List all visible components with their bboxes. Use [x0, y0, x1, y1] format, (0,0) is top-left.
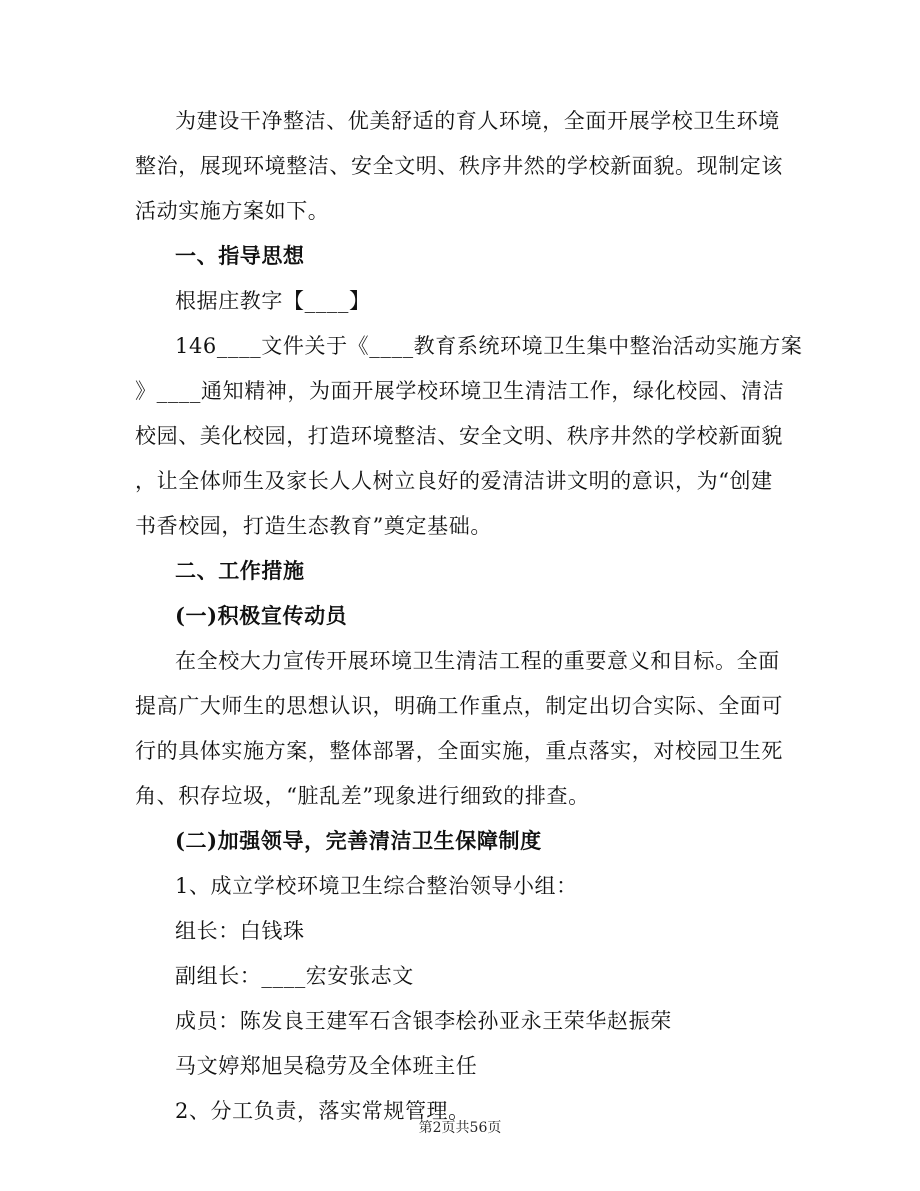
intro-line-1: 为建设干净整洁、优美舒适的育人环境，全面开展学校卫生环境 — [175, 109, 780, 133]
heading-work-measures: 二、工作措施 — [175, 558, 305, 583]
heading-guiding-thought: 一、指导思想 — [175, 243, 305, 268]
basis-para-line-1: 146____文件关于《____教育系统环境卫生集中整治活动实施方案 — [175, 334, 803, 358]
publicity-para-line-4: 角、积存垃圾，“脏乱差”现象进行细致的排查。 — [135, 784, 590, 808]
item-2: 2、分工负责，落实常规管理。 — [175, 1099, 470, 1123]
item-1: 1、成立学校环境卫生综合整治领导小组： — [175, 874, 578, 898]
basis-para-line-4: ，让全体师生及家长人人树立良好的爱清洁讲文明的意识，为“创建 — [135, 469, 773, 493]
vice-leader-line: 副组长：____宏安张志文 — [175, 964, 414, 988]
members-line-2: 马文婷郑旭吴稳劳及全体班主任 — [175, 1054, 478, 1078]
basis-para-line-2: 》____通知精神，为面开展学校环境卫生清洁工作，绿化校园、清洁 — [135, 379, 785, 403]
page-indicator: 第2页共56页 — [418, 1120, 502, 1136]
subheading-leadership: (二)加强领导，完善清洁卫生保障制度 — [175, 828, 542, 853]
publicity-para-line-3: 行的具体实施方案，整体部署，全面实施，重点落实，对校园卫生死 — [135, 739, 783, 763]
basis-para-line-5: 书香校园，打造生态教育”奠定基础。 — [135, 514, 492, 538]
publicity-para-line-2: 提高广大师生的思想认识，明确工作重点，制定出切合实际、全面可 — [135, 694, 783, 718]
basis-line: 根据庄教字【____】 — [175, 289, 371, 313]
intro-line-2: 整治，展现环境整洁、安全文明、秩序井然的学校新面貌。现制定该 — [135, 154, 783, 178]
subheading-publicity: (一)积极宣传动员 — [175, 603, 348, 628]
publicity-para-line-1: 在全校大力宣传开展环境卫生清洁工程的重要意义和目标。全面 — [175, 649, 780, 673]
basis-para-line-3: 校园、美化校园，打造环境整洁、安全文明、秩序井然的学校新面貌 — [135, 424, 783, 448]
intro-line-3: 活动实施方案如下。 — [135, 199, 330, 223]
leader-line: 组长：白钱珠 — [175, 919, 305, 943]
members-line-1: 成员：陈发良王建军石含银李桧孙亚永王荣华赵振荣 — [175, 1009, 672, 1033]
